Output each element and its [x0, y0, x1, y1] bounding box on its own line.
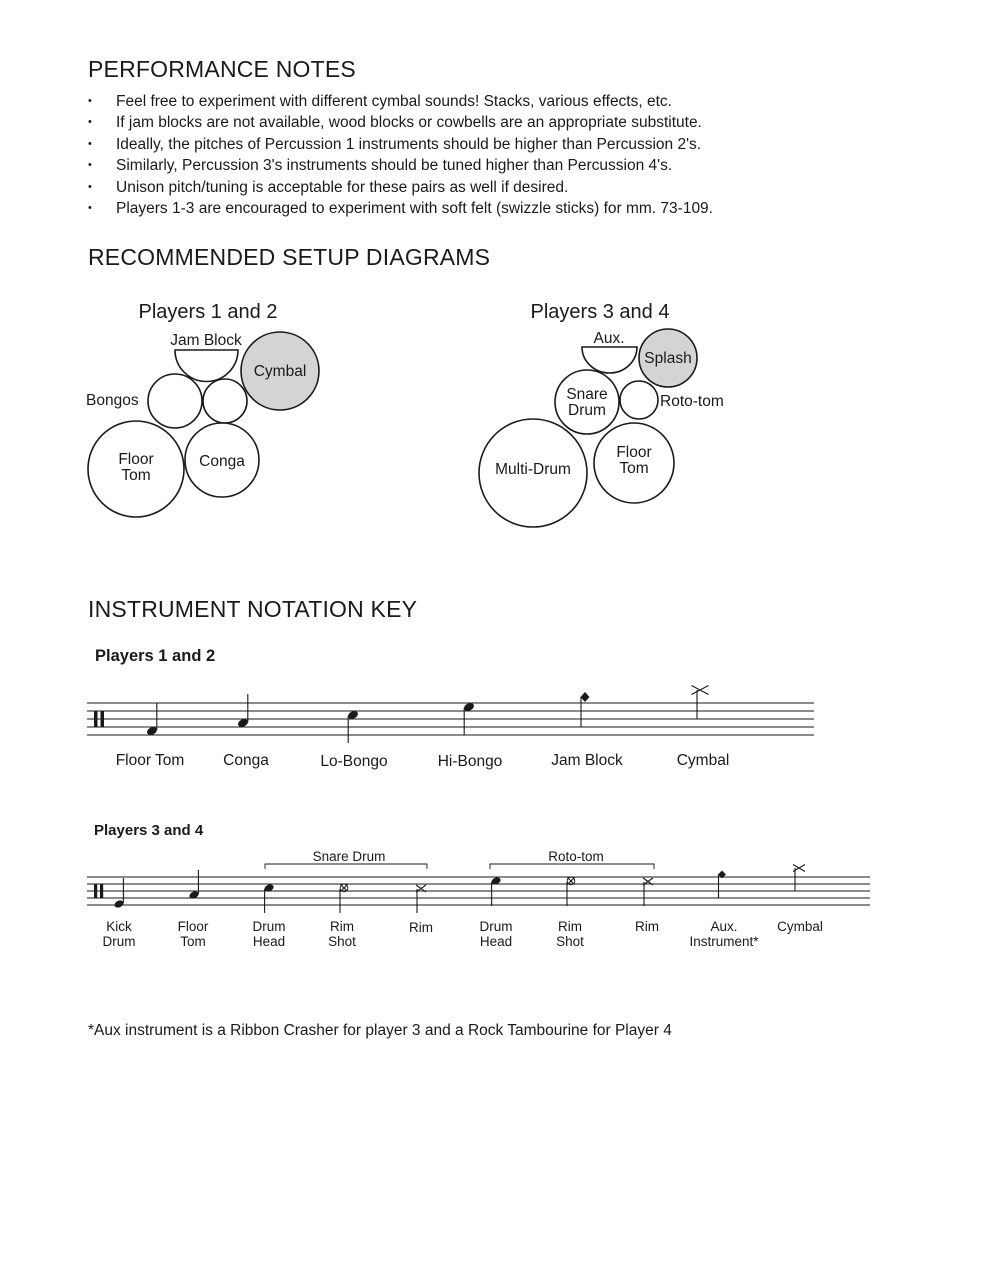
- roto-tom-label: Roto-tom: [660, 393, 724, 410]
- jam-block-notation-label: Jam Block: [551, 752, 623, 769]
- snare-rim-shot-label: Rim: [330, 919, 354, 934]
- floor-tom-label: Floor: [118, 451, 154, 468]
- performance-notes-heading: PERFORMANCE NOTES: [88, 56, 356, 82]
- hi-bongo-notation-label: Hi-Bongo: [437, 753, 503, 770]
- group-brackets: [265, 864, 654, 869]
- multi-drum-label: Multi-Drum: [495, 461, 571, 478]
- floor-tom-label: Tom: [180, 934, 206, 949]
- lo-bongo-note: [347, 710, 359, 743]
- floor-tom-label: Tom: [121, 467, 151, 484]
- note-item: • Players 1-3 are encouraged to experiment with soft felt (swizzle sticks) for mm. 73-109.: [88, 198, 948, 219]
- players34-title: Players 3 and 4: [530, 301, 670, 323]
- cymbal-label: Cymbal: [777, 919, 823, 934]
- note-item: • Unison pitch/tuning is acceptable for these pairs as well if desired.: [88, 177, 948, 198]
- cymbal-note: [692, 686, 709, 720]
- floor-tom-label: Tom: [619, 460, 649, 477]
- floor-tom-label: Floor: [616, 444, 652, 461]
- setup-diagrams: [0, 290, 989, 540]
- roto-tom-rim-shot-note: [567, 877, 575, 906]
- staff-players34: [87, 877, 870, 905]
- roto-tom-shape: [620, 381, 658, 419]
- floor-tom-notation-label: Floor Tom: [115, 752, 185, 769]
- roto-rim-shot-label: Rim: [558, 919, 582, 934]
- lo-bongo-notation-label: Lo-Bongo: [320, 753, 388, 770]
- roto-head-label: Drum: [479, 919, 513, 934]
- roto-tom-group-label: Roto-tom: [548, 849, 604, 864]
- snare-drum-label: Snare: [566, 386, 608, 403]
- cymbal-notation-label: Cymbal: [676, 752, 730, 769]
- aux-shape: [582, 347, 637, 373]
- performance-notes-list: [88, 91, 948, 219]
- kick-drum-note: [113, 878, 124, 909]
- kick-drum-label: Kick: [106, 919, 132, 934]
- snare-rim-shot-note: [340, 884, 348, 913]
- roto-head-label: Head: [479, 934, 513, 949]
- setup-diagrams-heading: RECOMMENDED SETUP DIAGRAMS: [88, 244, 491, 270]
- snare-rim-label: Rim: [409, 920, 433, 935]
- snare-drum-group-label: Snare Drum: [312, 849, 386, 864]
- players12-notation-title: Players 1 and 2: [95, 647, 216, 665]
- aux-instrument-label: Aux.: [710, 919, 738, 934]
- footnote: *Aux instrument is a Ribbon Crasher for player 3 and a Rock Tambourine for Player 4: [88, 1022, 672, 1039]
- note-item: • Ideally, the pitches of Percussion 1 instruments should be higher than Percussion 2's.: [88, 134, 948, 155]
- snare-head-label: Head: [252, 934, 286, 949]
- players12-title: Players 1 and 2: [138, 301, 278, 323]
- note-item: • Feel free to experiment with different cymbal sounds! Stacks, various effects, etc.: [88, 91, 948, 112]
- floor-tom-note: [146, 703, 158, 736]
- aux-instrument-label: Instrument*: [689, 934, 759, 949]
- snare-drum-label: Drum: [568, 402, 606, 419]
- note-item: • If jam blocks are not available, wood blocks or cowbells are an appropriate substitute.: [88, 112, 948, 133]
- kick-drum-label: Drum: [102, 934, 136, 949]
- notation-key-heading: INSTRUMENT NOTATION KEY: [88, 596, 418, 622]
- roto-tom-rim-note: [643, 878, 653, 906]
- cymbal-label: Cymbal: [253, 363, 307, 380]
- splash-label: Splash: [644, 350, 692, 367]
- floor-tom-label: Floor: [177, 919, 209, 934]
- snare-head-label: Drum: [252, 919, 286, 934]
- note-item: • Similarly, Percussion 3's instruments should be tuned higher than Percussion 4's.: [88, 155, 948, 176]
- snare-rim-shot-label: Shot: [328, 934, 356, 949]
- snare-rim-note: [416, 885, 426, 913]
- players34-notation-title: Players 3 and 4: [94, 822, 204, 839]
- floor-tom-note: [188, 870, 199, 900]
- conga-notation-label: Conga: [223, 752, 269, 769]
- jam-block-label: Jam Block: [170, 332, 242, 349]
- hi-bongo-note: [463, 702, 475, 735]
- aux-label: Aux.: [593, 330, 625, 347]
- notation-key: [0, 640, 989, 960]
- lo-bongo-shape: [148, 374, 202, 428]
- cymbal-note: [793, 865, 805, 892]
- roto-rim-shot-label: Shot: [556, 934, 584, 949]
- conga-label: Conga: [199, 453, 245, 470]
- jam-block-note: [581, 692, 590, 727]
- bongos-label: Bongos: [86, 392, 139, 409]
- staff-players12: [87, 703, 814, 735]
- hi-bongo-shape: [203, 379, 247, 423]
- roto-rim-label: Rim: [635, 919, 659, 934]
